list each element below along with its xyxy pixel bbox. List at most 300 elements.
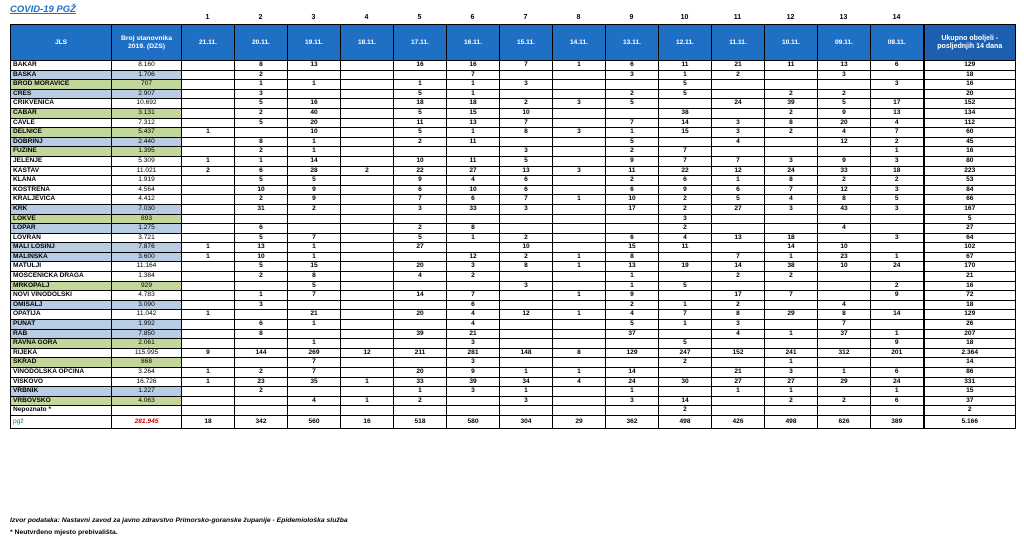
total-cell: 21 xyxy=(924,272,1016,282)
sum-count-cell: 304 xyxy=(500,415,553,428)
case-count-cell: 10 xyxy=(235,185,288,195)
case-count-cell xyxy=(182,147,235,157)
case-count-cell xyxy=(288,329,341,339)
population-cell: 1.227 xyxy=(112,387,182,397)
case-count-cell: 3 xyxy=(871,185,924,195)
table-row xyxy=(11,300,1016,310)
case-count-cell xyxy=(818,339,871,349)
case-count-cell: 6 xyxy=(235,166,288,176)
case-count-cell: 4 xyxy=(765,195,818,205)
case-count-cell: 2 xyxy=(500,252,553,262)
municipality-name: LOVRAN xyxy=(11,233,112,243)
case-count-cell xyxy=(341,310,394,320)
case-count-cell: 5 xyxy=(712,195,765,205)
case-count-cell: 7 xyxy=(659,156,712,166)
case-count-cell: 7 xyxy=(500,61,553,71)
column-header-population: Broj stanovnika 2019. (DZS) xyxy=(112,25,182,61)
case-count-cell xyxy=(235,281,288,291)
case-count-cell: 2 xyxy=(341,166,394,176)
case-count-cell: 11 xyxy=(659,61,712,71)
case-count-cell: 3 xyxy=(765,156,818,166)
case-count-cell: 1 xyxy=(553,368,606,378)
case-count-cell: 2 xyxy=(818,176,871,186)
case-count-cell xyxy=(182,233,235,243)
case-count-cell: 2 xyxy=(659,224,712,234)
case-count-cell: 2 xyxy=(712,70,765,80)
case-count-cell: 2 xyxy=(659,406,712,416)
case-count-cell: 4 xyxy=(871,118,924,128)
column-header-date: 21.11. xyxy=(182,25,235,61)
case-count-cell xyxy=(553,272,606,282)
case-count-cell: 23 xyxy=(235,377,288,387)
population-cell: 10.692 xyxy=(112,99,182,109)
case-count-cell: 12 xyxy=(712,166,765,176)
case-count-cell xyxy=(182,262,235,272)
population-cell: 5.437 xyxy=(112,128,182,138)
case-count-cell xyxy=(553,387,606,397)
case-count-cell: 7 xyxy=(500,118,553,128)
total-cell: 5 xyxy=(924,214,1016,224)
case-count-cell xyxy=(553,147,606,157)
case-count-cell: 5 xyxy=(606,137,659,147)
case-count-cell: 2 xyxy=(606,300,659,310)
municipality-name: BROD MORAVICE xyxy=(11,80,112,90)
case-count-cell: 2 xyxy=(500,99,553,109)
case-count-cell: 9 xyxy=(818,156,871,166)
case-count-cell: 2 xyxy=(235,70,288,80)
case-count-cell xyxy=(712,89,765,99)
case-count-cell: 39 xyxy=(765,99,818,109)
case-count-cell xyxy=(182,358,235,368)
total-cell: 86 xyxy=(924,368,1016,378)
population-cell: 5.309 xyxy=(112,156,182,166)
column-header-date: 10.11. xyxy=(765,25,818,61)
table-row xyxy=(11,281,1016,291)
case-count-cell: 5 xyxy=(235,176,288,186)
case-count-cell: 2 xyxy=(765,89,818,99)
case-count-cell xyxy=(818,272,871,282)
case-count-cell: 1 xyxy=(553,310,606,320)
case-count-cell: 2 xyxy=(712,300,765,310)
case-count-cell xyxy=(235,339,288,349)
case-count-cell: 7 xyxy=(712,252,765,262)
case-count-cell: 1 xyxy=(765,252,818,262)
case-count-cell xyxy=(712,80,765,90)
case-count-cell xyxy=(394,358,447,368)
day-number-12: 12 xyxy=(786,14,795,21)
case-count-cell: 3 xyxy=(765,368,818,378)
case-count-cell: 5 xyxy=(288,281,341,291)
case-count-cell: 1 xyxy=(553,195,606,205)
case-count-cell xyxy=(500,358,553,368)
case-count-cell: 1 xyxy=(606,387,659,397)
case-count-cell xyxy=(182,61,235,71)
case-count-cell: 5 xyxy=(235,233,288,243)
total-cell: 20 xyxy=(924,89,1016,99)
case-count-cell xyxy=(553,137,606,147)
municipality-name: KRALJEVICA xyxy=(11,195,112,205)
case-count-cell: 5 xyxy=(659,281,712,291)
case-count-cell: 1 xyxy=(606,128,659,138)
case-count-cell: 7 xyxy=(288,233,341,243)
case-count-cell: 4 xyxy=(659,233,712,243)
sum-count-cell: 498 xyxy=(765,415,818,428)
case-count-cell: 4 xyxy=(447,310,500,320)
municipality-name: PUNAT xyxy=(11,320,112,330)
case-count-cell xyxy=(606,406,659,416)
case-count-cell: 9 xyxy=(871,291,924,301)
case-count-cell: 3 xyxy=(235,300,288,310)
case-count-cell: 22 xyxy=(659,166,712,176)
case-count-cell: 3 xyxy=(765,204,818,214)
case-count-cell: 5 xyxy=(659,339,712,349)
case-count-cell: 1 xyxy=(288,80,341,90)
case-count-cell xyxy=(553,176,606,186)
population-cell: 2.061 xyxy=(112,339,182,349)
population-cell: 16.726 xyxy=(112,377,182,387)
case-count-cell xyxy=(765,70,818,80)
case-count-cell: 7 xyxy=(394,195,447,205)
total-cell: 2.364 xyxy=(924,348,1016,358)
case-count-cell xyxy=(182,108,235,118)
table-row xyxy=(11,70,1016,80)
case-count-cell: 6 xyxy=(606,233,659,243)
case-count-cell xyxy=(447,406,500,416)
table-row xyxy=(11,224,1016,234)
case-count-cell: 1 xyxy=(341,396,394,406)
municipality-name: VRBNIK xyxy=(11,387,112,397)
case-count-cell: 6 xyxy=(871,396,924,406)
table-row xyxy=(11,252,1016,262)
case-count-cell: 6 xyxy=(500,176,553,186)
case-count-cell: 15 xyxy=(606,243,659,253)
case-count-cell xyxy=(394,300,447,310)
case-count-cell: 2 xyxy=(606,147,659,157)
case-count-cell: 18 xyxy=(394,99,447,109)
municipality-name: VIŠKOVO xyxy=(11,377,112,387)
case-count-cell: 8 xyxy=(235,137,288,147)
case-count-cell: 1 xyxy=(182,368,235,378)
population-cell: 11.042 xyxy=(112,310,182,320)
case-count-cell: 8 xyxy=(712,310,765,320)
table-header-row xyxy=(11,25,1016,61)
case-count-cell: 6 xyxy=(447,300,500,310)
case-count-cell: 11 xyxy=(765,61,818,71)
table-row xyxy=(11,204,1016,214)
case-count-cell: 1 xyxy=(553,252,606,262)
case-count-cell xyxy=(341,243,394,253)
case-count-cell: 9 xyxy=(871,339,924,349)
case-count-cell xyxy=(818,147,871,157)
case-count-cell xyxy=(341,137,394,147)
table-row xyxy=(11,80,1016,90)
case-count-cell xyxy=(341,128,394,138)
page-title: COVID-19 PGŽ xyxy=(10,4,76,15)
case-count-cell xyxy=(871,358,924,368)
case-count-cell: 1 xyxy=(235,156,288,166)
case-count-cell: 13 xyxy=(500,166,553,176)
case-count-cell xyxy=(288,406,341,416)
population-cell: 7.312 xyxy=(112,118,182,128)
case-count-cell: 1 xyxy=(288,339,341,349)
table-row xyxy=(11,406,1016,416)
case-count-cell xyxy=(341,89,394,99)
case-count-cell: 24 xyxy=(712,99,765,109)
case-count-cell xyxy=(818,214,871,224)
case-count-cell xyxy=(182,118,235,128)
case-count-cell xyxy=(765,320,818,330)
case-count-cell xyxy=(871,300,924,310)
case-count-cell: 39 xyxy=(447,377,500,387)
municipality-name: LOKVE xyxy=(11,214,112,224)
case-count-cell: 1 xyxy=(182,243,235,253)
case-count-cell: 10 xyxy=(447,185,500,195)
case-count-cell xyxy=(182,272,235,282)
total-cell: 53 xyxy=(924,176,1016,186)
case-count-cell: 8 xyxy=(235,329,288,339)
case-count-cell xyxy=(447,147,500,157)
case-count-cell: 10 xyxy=(500,108,553,118)
municipality-name: ČAVLE xyxy=(11,118,112,128)
case-count-cell: 1 xyxy=(553,262,606,272)
case-count-cell: 13 xyxy=(606,262,659,272)
day-number-9: 9 xyxy=(629,14,634,21)
case-count-cell: 7 xyxy=(765,185,818,195)
case-count-cell xyxy=(500,224,553,234)
case-count-cell xyxy=(606,224,659,234)
case-count-cell: 17 xyxy=(606,204,659,214)
case-count-cell: 247 xyxy=(659,348,712,358)
case-count-cell: 5 xyxy=(235,118,288,128)
case-count-cell: 2 xyxy=(659,195,712,205)
population-cell: 2.440 xyxy=(112,137,182,147)
case-count-cell: 7 xyxy=(765,291,818,301)
table-row xyxy=(11,291,1016,301)
column-header-jls: JLS xyxy=(11,25,112,61)
case-count-cell: 1 xyxy=(394,80,447,90)
case-count-cell: 1 xyxy=(447,233,500,243)
sum-count-cell: 362 xyxy=(606,415,659,428)
case-count-cell: 281 xyxy=(447,348,500,358)
column-header-date: 12.11. xyxy=(659,25,712,61)
case-count-cell xyxy=(712,406,765,416)
case-count-cell xyxy=(235,396,288,406)
case-count-cell: 27 xyxy=(394,243,447,253)
case-count-cell xyxy=(182,339,235,349)
municipality-name: RAB xyxy=(11,329,112,339)
total-cell: 102 xyxy=(924,243,1016,253)
case-count-cell xyxy=(500,214,553,224)
case-count-cell xyxy=(341,233,394,243)
case-count-cell xyxy=(341,99,394,109)
case-count-cell xyxy=(394,406,447,416)
case-count-cell: 144 xyxy=(235,348,288,358)
case-count-cell xyxy=(182,99,235,109)
case-count-cell: 9 xyxy=(182,348,235,358)
case-count-cell: 1 xyxy=(712,176,765,186)
case-count-cell: 2 xyxy=(659,204,712,214)
case-count-cell: 13 xyxy=(871,108,924,118)
case-count-cell: 6 xyxy=(871,61,924,71)
case-count-cell xyxy=(659,368,712,378)
column-header-date: 17.11. xyxy=(394,25,447,61)
case-count-cell: 13 xyxy=(818,61,871,71)
case-count-cell: 27 xyxy=(447,166,500,176)
municipality-name: LOPAR xyxy=(11,224,112,234)
case-count-cell: 12 xyxy=(447,252,500,262)
case-count-cell: 20 xyxy=(394,310,447,320)
case-count-cell: 8 xyxy=(500,128,553,138)
municipality-name: KOSTRENA xyxy=(11,185,112,195)
case-count-cell xyxy=(500,272,553,282)
case-count-cell: 1 xyxy=(447,128,500,138)
case-count-cell xyxy=(818,358,871,368)
case-count-cell: 6 xyxy=(659,176,712,186)
case-count-cell: 9 xyxy=(394,176,447,186)
case-count-cell xyxy=(871,89,924,99)
case-count-cell xyxy=(659,329,712,339)
case-count-cell xyxy=(447,214,500,224)
total-cell: 223 xyxy=(924,166,1016,176)
case-count-cell xyxy=(765,137,818,147)
case-count-cell: 4 xyxy=(818,128,871,138)
case-count-cell: 2 xyxy=(235,368,288,378)
case-count-cell: 7 xyxy=(659,147,712,157)
case-count-cell: 7 xyxy=(500,195,553,205)
case-count-cell xyxy=(447,281,500,291)
case-count-cell xyxy=(500,300,553,310)
case-count-cell: 3 xyxy=(606,70,659,80)
case-count-cell: 201 xyxy=(871,348,924,358)
case-count-cell: 1 xyxy=(818,368,871,378)
day-number-1: 1 xyxy=(205,14,210,21)
covid-cases-table xyxy=(10,24,1016,429)
case-count-cell: 18 xyxy=(447,99,500,109)
case-count-cell: 37 xyxy=(606,329,659,339)
case-count-cell: 28 xyxy=(288,166,341,176)
day-number-2: 2 xyxy=(258,14,263,21)
total-cell: 72 xyxy=(924,291,1016,301)
case-count-cell: 27 xyxy=(712,377,765,387)
case-count-cell: 7 xyxy=(288,368,341,378)
sum-row-label: pgž xyxy=(11,415,112,428)
total-cell: 66 xyxy=(924,195,1016,205)
total-cell: 331 xyxy=(924,377,1016,387)
day-number-14: 14 xyxy=(892,14,901,21)
municipality-name: VRBOVSKO xyxy=(11,396,112,406)
column-header-date: 08.11. xyxy=(871,25,924,61)
total-cell: 37 xyxy=(924,396,1016,406)
case-count-cell: 14 xyxy=(288,156,341,166)
case-count-cell: 21 xyxy=(288,310,341,320)
case-count-cell: 18 xyxy=(871,166,924,176)
case-count-cell: 3 xyxy=(553,99,606,109)
municipality-name: FUŽINE xyxy=(11,147,112,157)
case-count-cell: 6 xyxy=(712,185,765,195)
day-number-11: 11 xyxy=(733,14,742,21)
case-count-cell: 2 xyxy=(765,108,818,118)
case-count-cell: 12 xyxy=(818,137,871,147)
case-count-cell: 5 xyxy=(606,99,659,109)
day-number-row xyxy=(0,14,1024,23)
case-count-cell: 16 xyxy=(288,99,341,109)
case-count-cell: 29 xyxy=(765,310,818,320)
population-cell: 4.063 xyxy=(112,396,182,406)
case-count-cell: 312 xyxy=(818,348,871,358)
total-cell: 167 xyxy=(924,204,1016,214)
case-count-cell: 7 xyxy=(288,291,341,301)
population-cell: 115.995 xyxy=(112,348,182,358)
case-count-cell xyxy=(288,300,341,310)
case-count-cell xyxy=(553,118,606,128)
case-count-cell: 35 xyxy=(288,377,341,387)
case-count-cell: 21 xyxy=(447,329,500,339)
population-cell: 7.850 xyxy=(112,329,182,339)
case-count-cell: 27 xyxy=(765,377,818,387)
case-count-cell xyxy=(553,80,606,90)
case-count-cell: 129 xyxy=(606,348,659,358)
total-cell: 27 xyxy=(924,224,1016,234)
population-cell: 4.783 xyxy=(112,291,182,301)
case-count-cell xyxy=(500,320,553,330)
case-count-cell: 9 xyxy=(818,108,871,118)
case-count-cell xyxy=(871,70,924,80)
case-count-cell: 12 xyxy=(341,348,394,358)
case-count-cell: 6 xyxy=(235,320,288,330)
case-count-cell xyxy=(341,387,394,397)
column-header-date: 20.11. xyxy=(235,25,288,61)
case-count-cell: 3 xyxy=(871,233,924,243)
case-count-cell: 10 xyxy=(500,243,553,253)
table-row xyxy=(11,195,1016,205)
case-count-cell: 2 xyxy=(765,128,818,138)
case-count-cell: 6 xyxy=(447,195,500,205)
case-count-cell xyxy=(606,358,659,368)
case-count-cell: 2 xyxy=(765,272,818,282)
total-cell: 16 xyxy=(924,281,1016,291)
case-count-cell: 3 xyxy=(871,80,924,90)
case-count-cell: 5 xyxy=(394,108,447,118)
table-row xyxy=(11,243,1016,253)
case-count-cell: 5 xyxy=(871,195,924,205)
case-count-cell: 1 xyxy=(659,300,712,310)
sum-row xyxy=(11,415,1016,428)
case-count-cell: 5 xyxy=(394,233,447,243)
municipality-name: KASTAV xyxy=(11,166,112,176)
case-count-cell xyxy=(182,195,235,205)
case-count-cell xyxy=(182,176,235,186)
case-count-cell xyxy=(341,406,394,416)
case-count-cell: 30 xyxy=(659,377,712,387)
case-count-cell: 24 xyxy=(606,377,659,387)
case-count-cell: 1 xyxy=(235,80,288,90)
case-count-cell: 18 xyxy=(765,233,818,243)
case-count-cell xyxy=(341,204,394,214)
case-count-cell: 3 xyxy=(447,339,500,349)
case-count-cell: 14 xyxy=(394,291,447,301)
case-count-cell xyxy=(341,320,394,330)
municipality-name: RAVNA GORA xyxy=(11,339,112,349)
case-count-cell xyxy=(182,204,235,214)
case-count-cell xyxy=(341,329,394,339)
total-cell: 26 xyxy=(924,320,1016,330)
case-count-cell xyxy=(871,272,924,282)
population-cell: 4.564 xyxy=(112,185,182,195)
case-count-cell: 15 xyxy=(659,128,712,138)
case-count-cell xyxy=(341,281,394,291)
population-cell: 11.164 xyxy=(112,262,182,272)
table-row xyxy=(11,214,1016,224)
